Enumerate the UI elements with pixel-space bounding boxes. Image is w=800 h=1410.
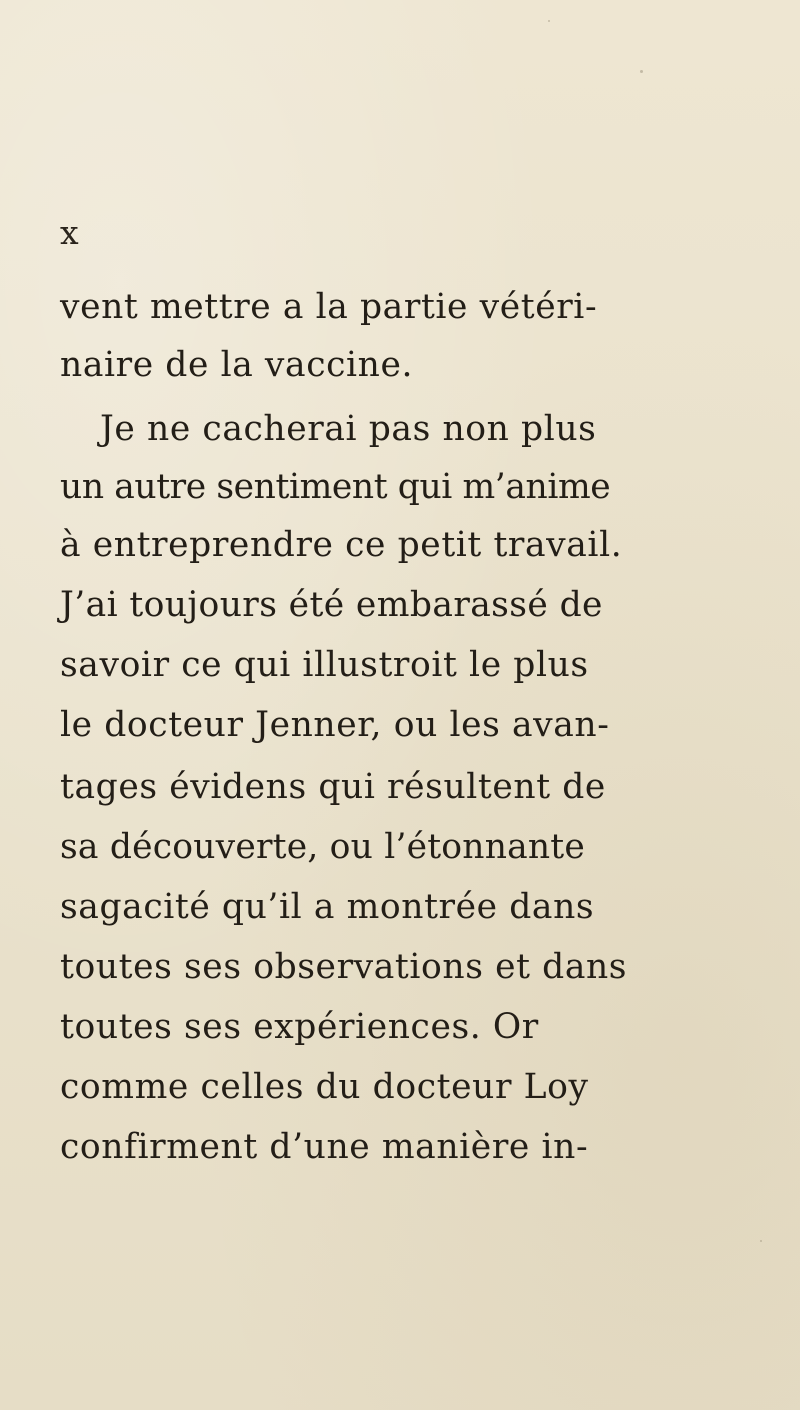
text-line: vent mettre a la partie vétéri- xyxy=(60,287,598,327)
text-line: sagacité qu’il a montrée dans xyxy=(60,887,595,927)
text-line: tages évidens qui résultent de xyxy=(60,767,606,807)
text-line: un autre sentiment qui m’anime xyxy=(60,467,611,507)
text-line: Je ne cacherai pas non plus xyxy=(100,409,597,449)
text-line: J’ai toujours été embarassé de xyxy=(60,585,603,625)
text-line: comme celles du docteur Loy xyxy=(60,1067,589,1107)
text-line: toutes ses expériences. Or xyxy=(60,1007,539,1047)
text-line: à entreprendre ce petit travail. xyxy=(60,525,623,565)
page-folio: x xyxy=(60,213,79,252)
text-line: toutes ses observations et dans xyxy=(60,947,628,987)
text-line: le docteur Jenner, ou les avan- xyxy=(60,705,610,745)
text-line: sa découverte, ou l’étonnante xyxy=(60,827,585,867)
text-line: naire de la vaccine. xyxy=(60,345,414,385)
text-line: savoir ce qui illustroit le plus xyxy=(60,645,589,685)
text-line: confirment d’une manière in- xyxy=(60,1127,589,1167)
